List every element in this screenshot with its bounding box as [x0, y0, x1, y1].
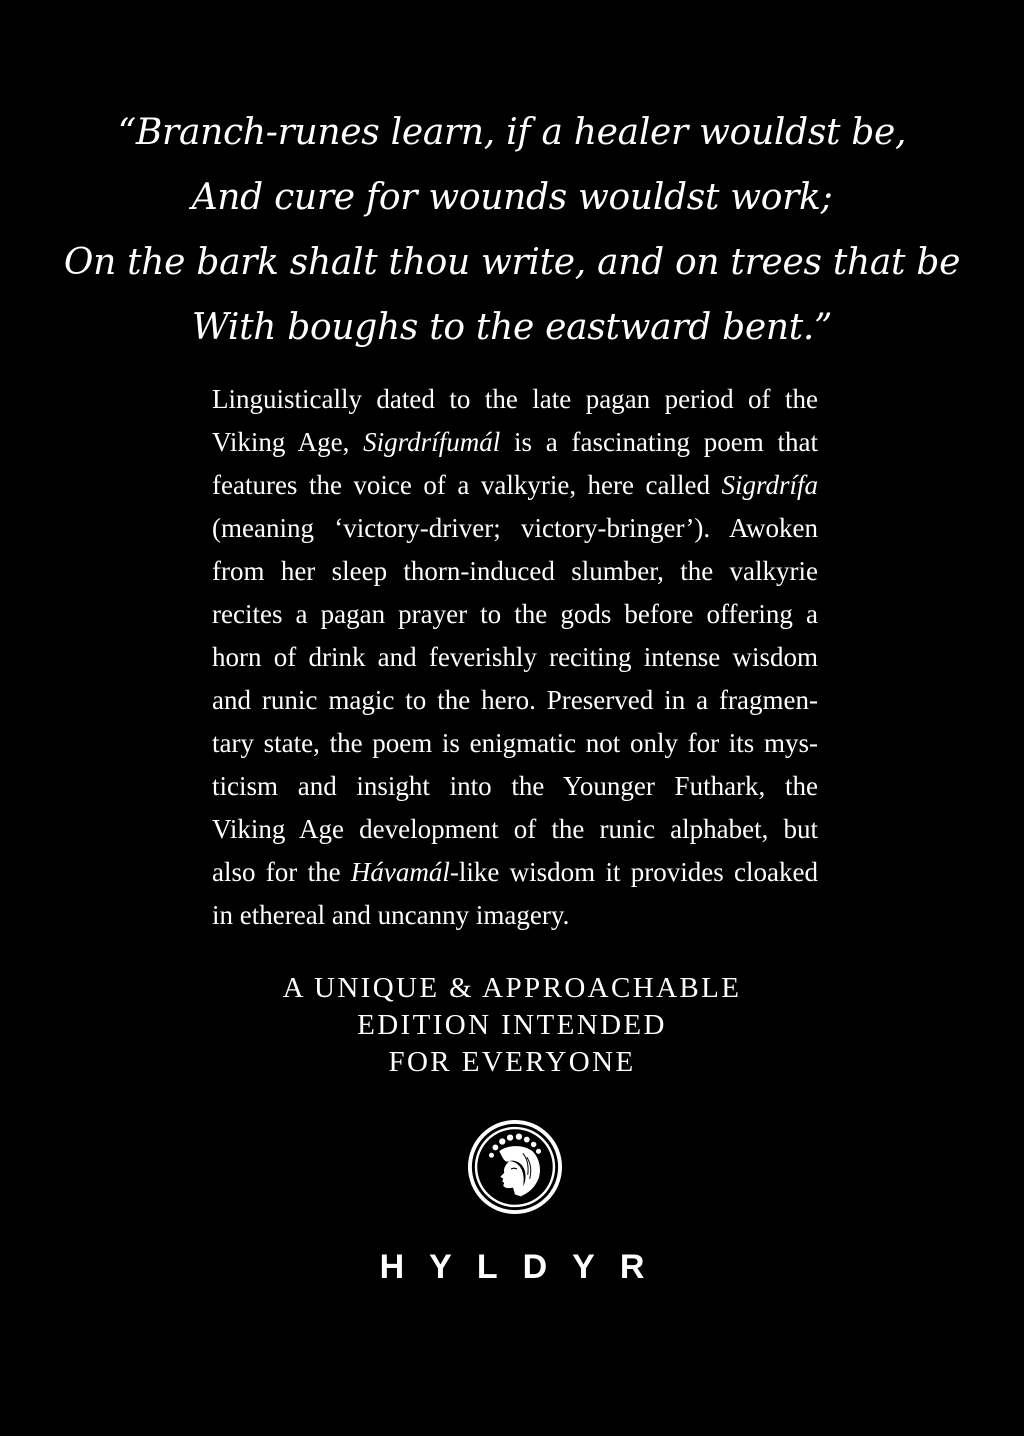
- description-line: [212, 722, 818, 765]
- epigraph-line: “Branch-runes learn, if a healer wouldst be,: [117, 112, 907, 153]
- italic-title: Sigrdrífa: [721, 470, 818, 500]
- tagline-line: A UNIQUE & APPROACHABLE: [282, 972, 742, 1004]
- epigraph-quote: [0, 100, 1024, 360]
- description-text: features the voice of a valkyrie, here called: [212, 470, 722, 500]
- tagline-line: FOR EVERYONE: [388, 1046, 636, 1078]
- description-text: is a fascinating poem that: [500, 427, 818, 457]
- description-line: [212, 378, 818, 421]
- epigraph-line: And cure for wounds wouldst work;: [191, 177, 833, 218]
- publisher-name: HYLDYR: [379, 1248, 670, 1286]
- description-text: Linguistically dated to the late pagan period of the: [212, 384, 818, 414]
- description-line: [212, 507, 818, 550]
- maiden-profile-seal-icon: [466, 1118, 564, 1216]
- description-line: [212, 636, 818, 679]
- description-text: ticism and insight into the Younger Futhark, the: [212, 771, 818, 801]
- description-text: (meaning ‘victory-driver; victory-bringer’). Awoken: [212, 513, 818, 543]
- description-paragraph: [212, 378, 818, 937]
- description-line: [212, 851, 818, 894]
- epigraph-line: With boughs to the eastward bent.”: [191, 307, 833, 348]
- description-line: [212, 593, 818, 636]
- description-text: -like wisdom it provides cloaked: [449, 857, 818, 887]
- tagline-line: EDITION INTENDED: [357, 1009, 667, 1041]
- description-text: tary state, the poem is enigmatic not only for its mys-: [212, 728, 818, 758]
- description-text: and runic magic to the hero. Preserved in a fragmen-: [212, 685, 818, 715]
- epigraph-line: On the bark shalt thou write, and on trees that be: [63, 242, 961, 283]
- description-line: [212, 464, 818, 507]
- edition-tagline: [0, 970, 1024, 1081]
- description-text: also for the: [212, 857, 351, 887]
- description-text: horn of drink and feverishly reciting intense wisdom: [212, 642, 818, 672]
- description-line: [212, 765, 818, 808]
- description-text: Viking Age development of the runic alphabet, but: [212, 814, 818, 844]
- description-text: in ethereal and uncanny imagery.: [212, 900, 570, 930]
- description-line: [212, 550, 818, 593]
- description-text: recites a pagan prayer to the gods before offering a: [212, 599, 818, 629]
- description-line: [212, 679, 818, 722]
- italic-title: Sigrdrífumál: [363, 427, 501, 457]
- description-line: [212, 808, 818, 851]
- description-line: [212, 894, 818, 937]
- description-text: Viking Age,: [212, 427, 364, 457]
- description-line: [212, 421, 818, 464]
- italic-title: Hávamál: [350, 857, 450, 887]
- description-text: from her sleep thorn-induced slumber, the valkyrie: [212, 556, 818, 586]
